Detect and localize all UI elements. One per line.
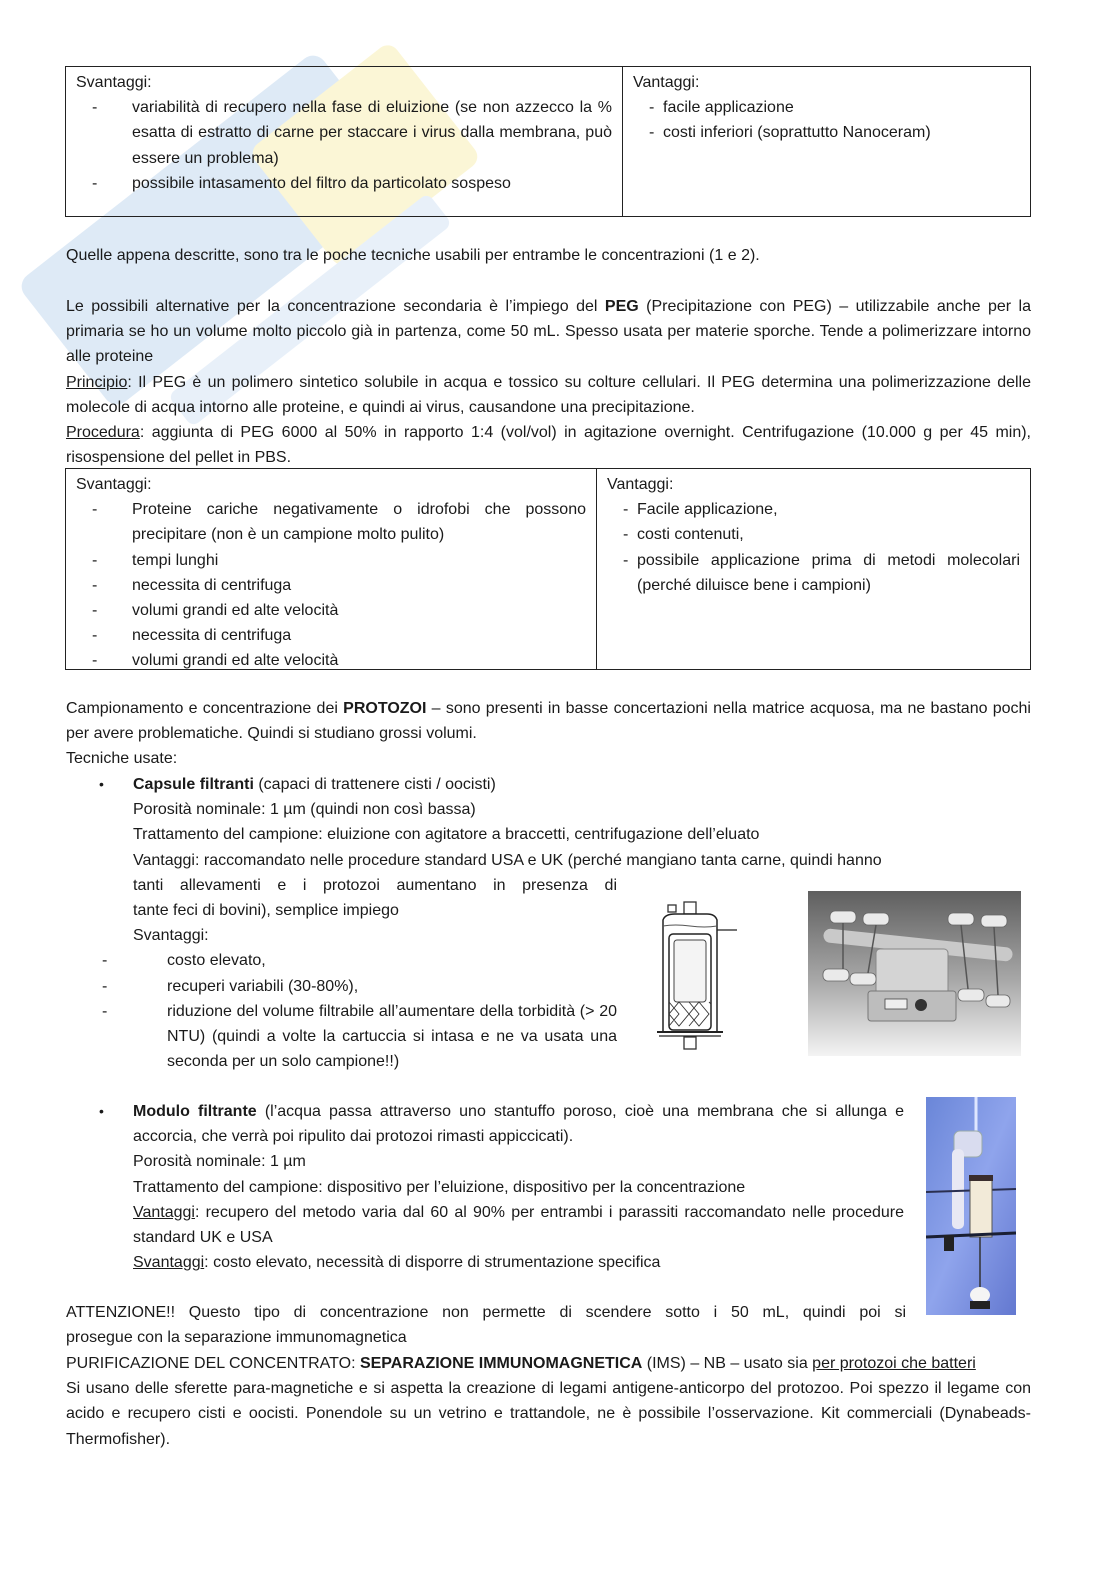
list-item: - Proteine cariche negativamente o idrofobi che possono precipitare (non è un campione molto pulito)	[92, 501, 586, 544]
peg-term: PEG	[604, 298, 639, 315]
paragraph-protozoi: Campionamento e concentrazione dei PROTOZOI – sono presenti in basse concertazioni nella matrice acquosa, ma ne bastano pochi per avere problematiche. Quindi si studiano grossi volumi. Tecniche usate:	[66, 700, 1031, 768]
list-item: - volumi grandi ed alte velocità	[92, 602, 339, 620]
ims-scope-underlined: per protozoi che batteri	[812, 1355, 976, 1372]
ims-term: SEPARAZIONE IMMUNOMAGNETICA	[359, 1355, 643, 1372]
list-item: - variabilità di recupero nella fase di eluizione (se non azzecco la % esatta di estratto di carne per staccare i virus dalla membrana, può essere un problema)	[92, 99, 612, 167]
advantages-title: Vantaggi:	[633, 74, 700, 91]
paragraph-peg: Le possibili alternative per la concentrazione secondaria è l’impiego del PEG (Precipitazione con PEG) – utilizzabile anche per la primaria se ho un volume molto piccolo già in partenza, come 50 mL. Spesso usata per materie sporche. Tende a polimerizzare intorno alle proteine Principio: Il PEG è un polimero sintetico solubile in acqua e tossico su colture cellulari. Il PEG determina una polimerizzazione delle molecole di acqua intorno alle proteine, e quindi ai virus, causandone una precipitazione. Procedura: aggiunta di PEG 6000 al 50% in rapporto 1:4 (vol/vol) in agitazione overnight. Centrifugazione (10.000 g per 45 min), risospensione del pellet in PBS.	[66, 298, 1031, 467]
list-item: - possibile intasamento del filtro da particolato sospeso	[92, 174, 511, 192]
vantaggi-label: Vantaggi	[133, 1203, 195, 1221]
capsule-filtranti-section: • Capsule filtranti (capaci di trattenere cisti / oocisti) Porosità nominale: 1 µm (quindi non così bassa) Trattamento del campione: eluizione con agitatore a braccetti, centrifugazione dell’eluato Vantaggi: raccomandato nelle procedure standard USA e UK (perché mangiano tanta carne, quindi hanno tanti allevamenti e i protozoi aumentano in presenza di tante feci di bovini), semplice impiego Svantaggi: - costo elevato, - recuperi variabili (30-80%), - riduzione del volume filtrabile all’aumentare della torbidità (> 20 NTU) (quindi a volte la cartuccia si intasa e ne va usata una seconda per un solo campione!!)	[66, 772, 1031, 1074]
svantaggi-label: Svantaggi	[133, 1254, 205, 1272]
paragraph-techniques-note: Quelle appena descritte, sono tra le poche tecniche usabili per entrambe le concentrazioni (1 e 2).	[66, 247, 760, 264]
list-item: - riduzione del volume filtrabile all’aumentare della torbidità (> 20 NTU) (quindi a volte la cartuccia si intasa e ne va usata una seconda per un solo campione!!)	[102, 1002, 617, 1071]
list-item: - Facile applicazione,	[623, 501, 778, 519]
disadvantages-list	[76, 497, 586, 673]
list-item: - recuperi variabili (30-80%),	[102, 977, 359, 995]
procedura-label: Procedura	[66, 424, 140, 442]
list-item: - necessita di centrifuga	[92, 627, 292, 645]
advantages-list	[607, 497, 1020, 598]
peg-pros-cons-table	[65, 468, 1031, 670]
list-item: - facile applicazione	[649, 99, 794, 117]
bullet-icon: •	[99, 776, 104, 792]
filter-capsule-diagram	[655, 898, 745, 1050]
advantages-cell	[622, 67, 1030, 216]
disadvantages-cell	[66, 67, 622, 216]
principio-label: Principio	[66, 373, 128, 391]
bullet-icon: •	[99, 1103, 104, 1119]
disadvantages-cell	[66, 469, 596, 669]
list-item: - necessita di centrifuga	[92, 576, 292, 594]
advantages-cell	[596, 469, 1030, 669]
list-item: - tempi lunghi	[92, 551, 219, 569]
capsule-disadvantages-list	[66, 948, 617, 1074]
disadvantages-list	[76, 95, 612, 196]
filter-methods-pros-cons-table	[65, 66, 1031, 217]
protozoi-term: PROTOZOI	[343, 700, 427, 717]
wrist-action-shaker-photo	[808, 891, 1021, 1056]
list-item: - costo elevato,	[102, 952, 266, 970]
advantages-title: Vantaggi:	[607, 476, 674, 493]
list-item: - volumi grandi ed alte velocità	[92, 652, 339, 670]
paragraph-ims: PURIFICAZIONE DEL CONCENTRATO: SEPARAZIONE IMMUNOMAGNETICA (IMS) – NB – usato sia per protozoi che batteri Si usano delle sferette para-magnetiche e si aspetta la creazione di legami antigene-anticorpo del protozoo. Poi spezzo il legame con acido e recupero cisti e oocisti. Ponendole su un vetrino e trattandole, ne è possibile l’osservazione. Kit commerciali (Dynabeads- Thermofisher).	[66, 1355, 1031, 1448]
filter-module-photo	[926, 1097, 1016, 1315]
disadvantages-title: Svantaggi:	[76, 476, 152, 493]
disadvantages-title: Svantaggi:	[76, 74, 152, 91]
list-item: - costi inferiori (soprattutto Nanoceram)	[649, 124, 931, 142]
techniques-heading: Tecniche usate:	[66, 750, 178, 768]
list-item: - costi contenuti,	[623, 526, 744, 544]
modulo-title: Modulo filtrante	[133, 1103, 257, 1120]
advantages-list	[633, 95, 1020, 145]
paragraph-attenzione: ATTENZIONE!! Questo tipo di concentrazione non permette di scendere sotto i 50 mL, quindi poi si prosegue con la separazione immunomagnetica	[66, 1304, 906, 1347]
modulo-filtrante-section: • Modulo filtrante (l’acqua passa attraverso uno stantuffo poroso, cioè una membrana che si allunga e accorcia, che verrà poi ripulito dai protozoi rimasti appiccicati). Porosità nominale: 1 µm Trattamento del campione: dispositivo per l’eluizione, dispositivo per la concentrazione Vantaggi: recupero del metodo varia dal 60 al 90% per entrambi i parassiti raccomandato nelle procedure standard UK e USA Svantaggi: costo elevato, necessità di disporre di strumentazione specifica	[66, 1099, 904, 1275]
capsule-title: Capsule filtranti	[133, 776, 254, 793]
list-item: - possibile applicazione prima di metodi molecolari (perché diluisce bene i campioni)	[623, 551, 1020, 594]
